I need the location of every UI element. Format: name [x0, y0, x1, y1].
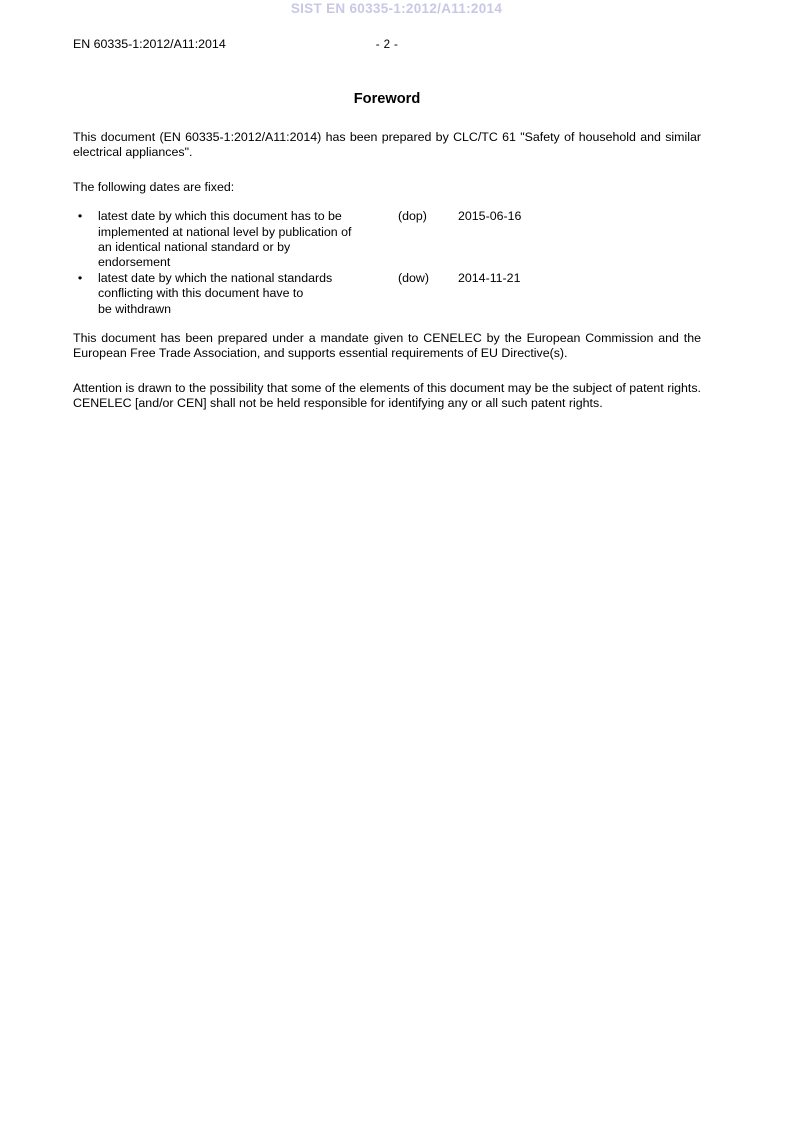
watermark-standard-label: SIST EN 60335-1:2012/A11:2014 [290, 1, 503, 16]
list-item-line: be withdrawn [98, 301, 172, 316]
bullet-icon: • [77, 209, 83, 224]
fixed-dates-list [73, 209, 701, 317]
page-title: Foreword [353, 91, 421, 107]
patent-rights-paragraph: Attention is drawn to the possibility that some of the elements of this document may be the subject of patent rights. CENELEC [and/or CEN] shall not be held responsible for identifying any or all such patent rights. [73, 380, 701, 411]
list-item-line: an identical national standard or by [98, 240, 291, 255]
date-code-dow: (dow) [398, 270, 429, 285]
date-value-dow: 2014-11-21 [458, 270, 521, 285]
list-item [73, 209, 701, 271]
list-item-line: latest date by which the national standards [98, 270, 333, 285]
list-item-text [98, 271, 398, 317]
dates-lead-in-paragraph: The following dates are fixed: [73, 179, 235, 194]
bullet-icon: • [77, 270, 83, 285]
header-page-number: - 2 - [375, 38, 399, 51]
date-value-dop: 2015-06-16 [458, 209, 522, 224]
mandate-paragraph: This document has been prepared under a mandate given to CENELEC by the European Commission and the European Free Trade Association, and supports essential requirements of EU Directive(s). [73, 331, 701, 361]
intro-paragraph: This document (EN 60335-1:2012/A11:2014) has been prepared by CLC/TC 61 "Safety of household and similar electrical appliances". [73, 130, 701, 160]
list-item-text [98, 209, 398, 271]
list-item-line: endorsement [98, 255, 171, 270]
document-body [73, 130, 701, 412]
list-item-line: latest date by which this document has to be [98, 209, 342, 224]
header-standard-reference: EN 60335-1:2012/A11:2014 [73, 37, 226, 51]
list-item-line: implemented at national level by publication of [98, 224, 352, 239]
list-item [73, 271, 701, 317]
page-header [73, 37, 701, 53]
date-code-dop: (dop) [398, 209, 427, 224]
list-item-line: conflicting with this document have to [98, 286, 304, 301]
